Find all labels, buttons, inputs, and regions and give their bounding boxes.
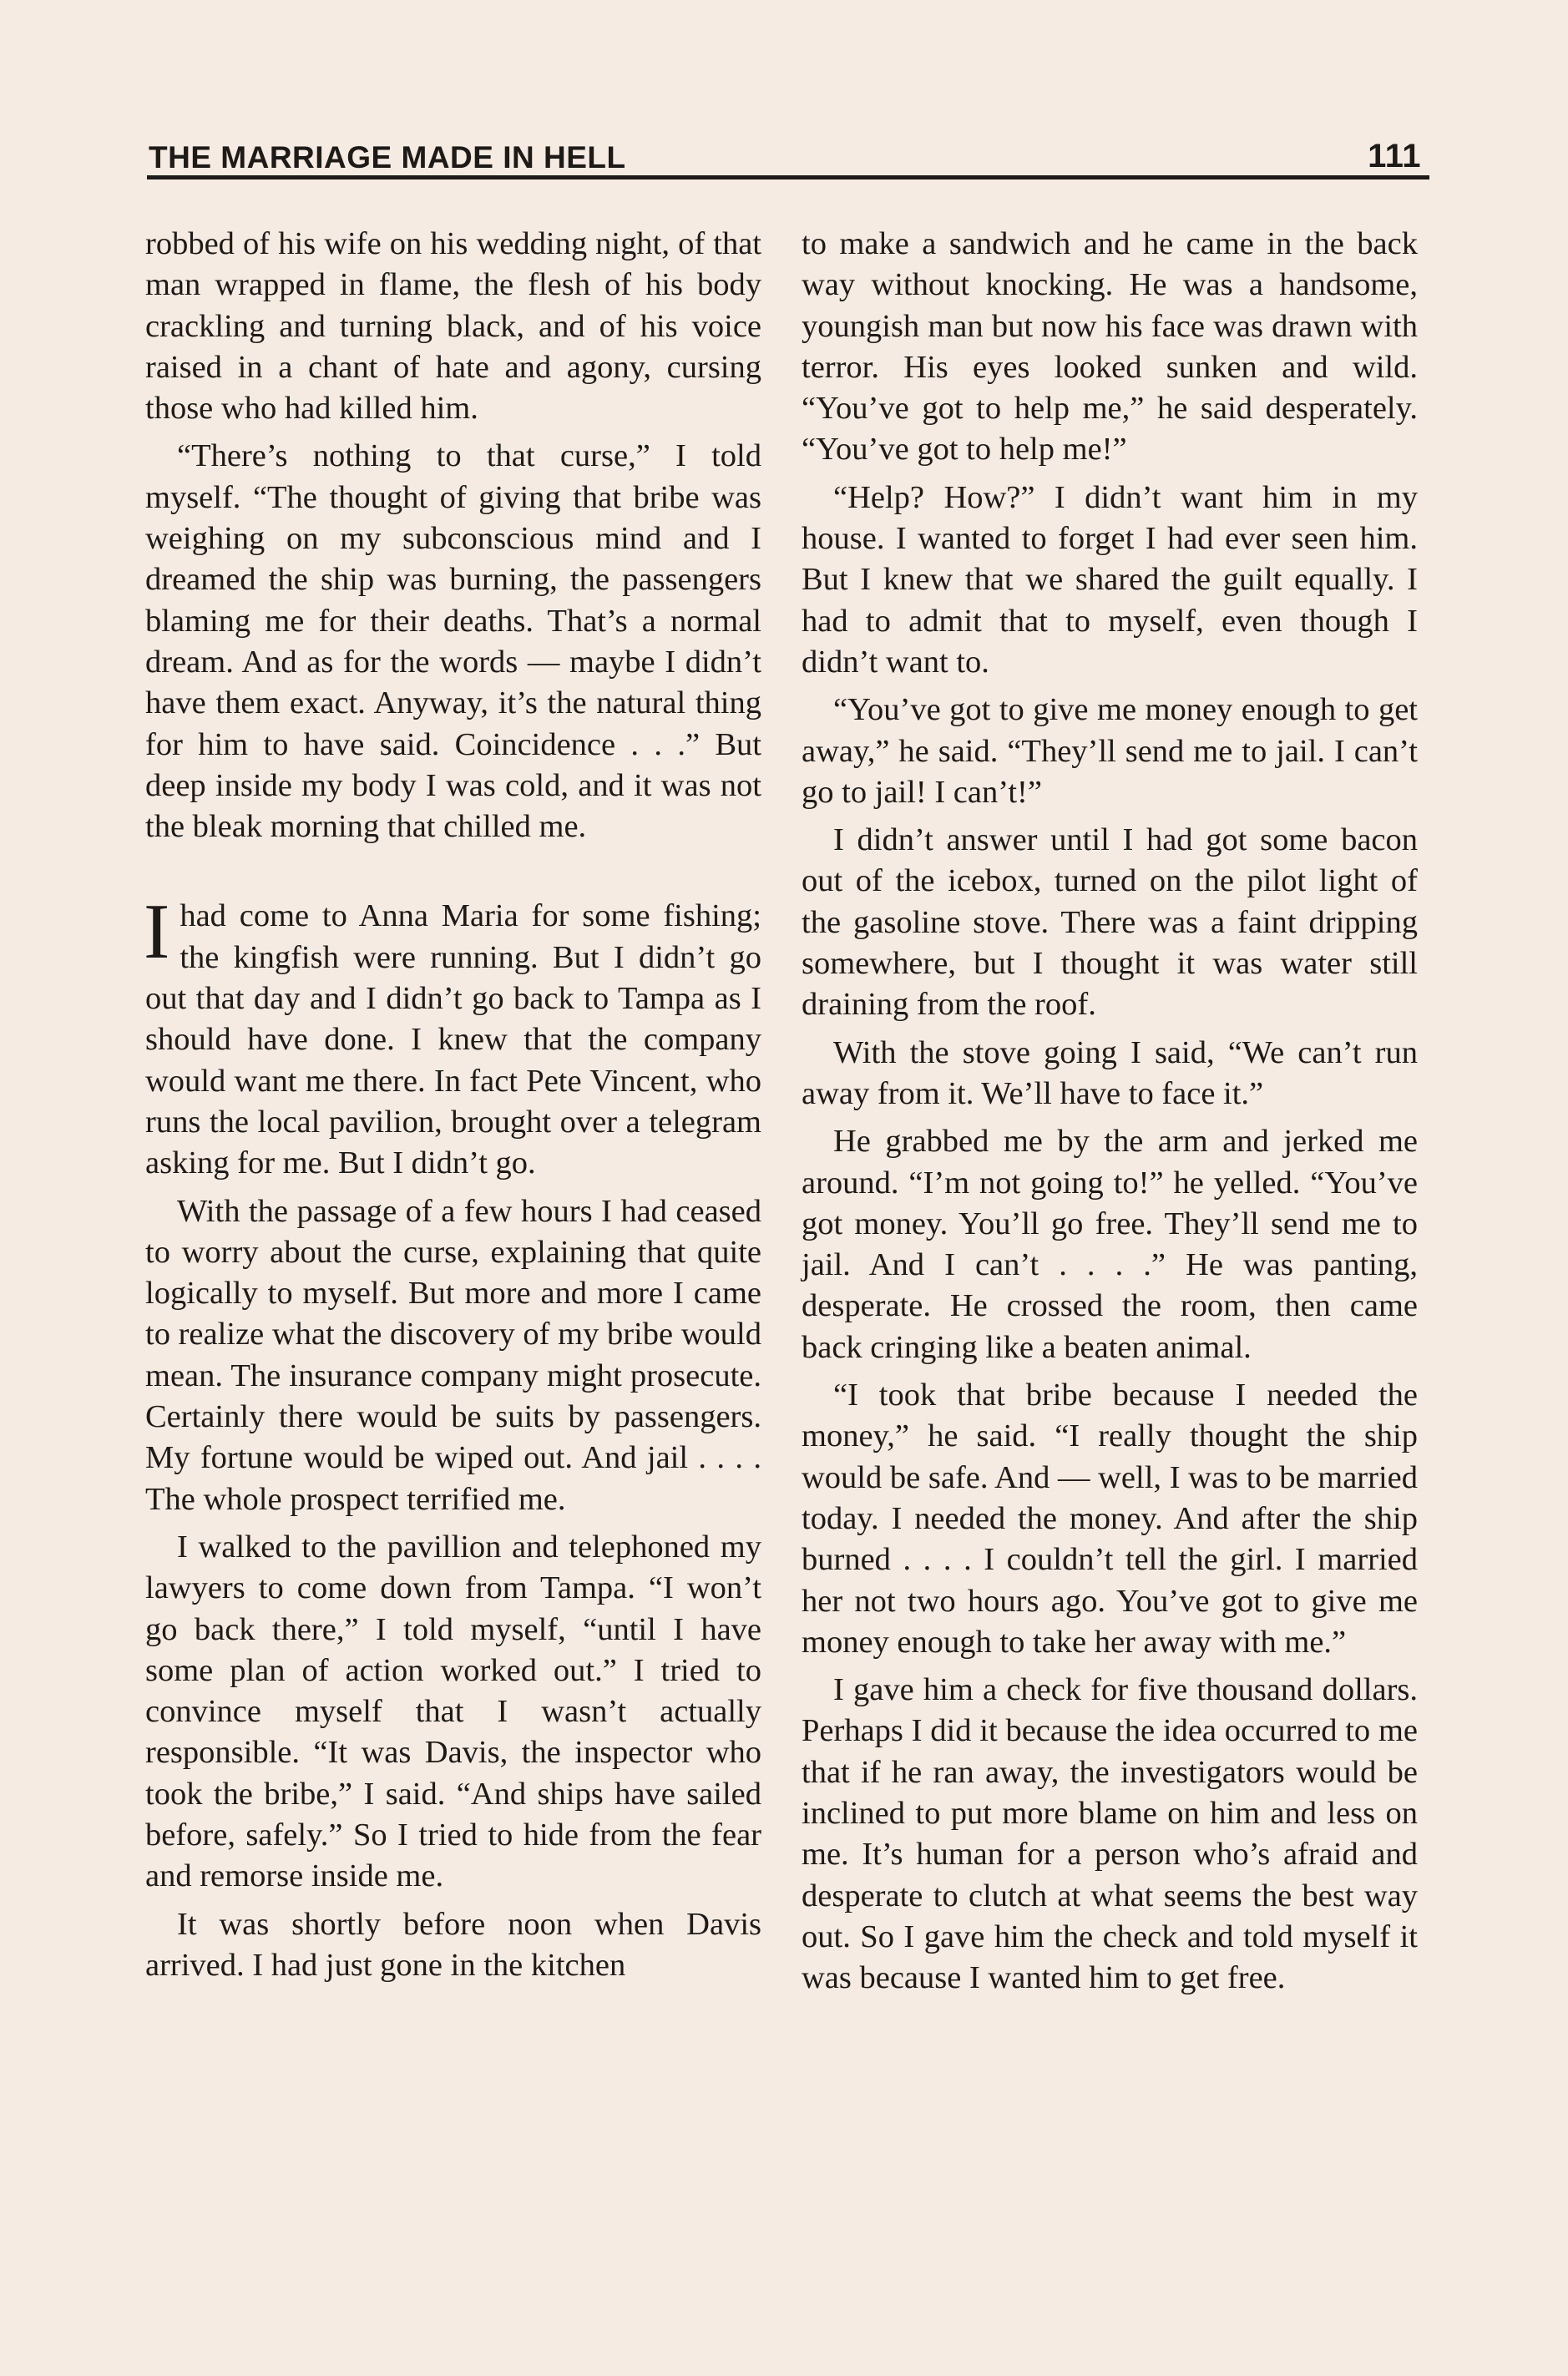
paragraph: I didn’t answer until I had got some bacon out of the icebox, turned on the pilot light of the gasoline stove. There was a faint dripping somewhere, but I thought it was water still draining from the roof.: [802, 822, 1418, 1023]
paragraph: I walked to the pavillion and telephoned my lawyers to come down from Tampa. “I won’t go back there,” I told myself, “until I have some plan of action worked out.” I tried to convince myself that I wasn’t actually responsible. “It was Davis, the inspector who took the bribe,” I said. “And ships have sailed before, safely.” So I tried to hide from the fear and remorse inside me.: [145, 1529, 761, 1894]
running-head: [149, 125, 1426, 175]
paragraph: “I took that bribe because I needed the money,” he said. “I really thought the ship would be safe. And — well, I was to be married today. I needed the money. And after the ship burned . . . . I couldn’t tell the girl. I married her not two hours ago. You’ve got to give me money enough to take her away with me.”: [802, 1378, 1418, 1660]
drop-cap: I: [144, 888, 170, 976]
paragraph-text: had come to Anna Maria for some fishing; the kingfish were running. But I didn’t go out that day and I didn’t go back to Tampa as I should have done. I knew that the company would want me there. In fact Pete Vincent, who runs the local pavilion, brought over a telegram asking for me. But I didn’t go.: [145, 898, 761, 1181]
paragraph: I gave him a check for five thousand dollars. Perhaps I did it because the idea occurred to me that if he ran away, the investigators would be inclined to put more blame on him and less on me. It’s human for a person who’s afraid and desperate to clutch at what seems the best way out. So I gave him the check and told myself it was because I wanted him to get free.: [802, 1672, 1418, 1996]
left-column: [145, 224, 761, 1993]
paragraph: to make a sandwich and he came in the back way without knocking. He was a handsome, youngish man but now his face was drawn with terror. His eyes looked sunken and wild. “You’ve got to help me,” he said desperately. “You’ve got to help me!”: [802, 226, 1418, 468]
section-start-paragraph: [144, 888, 761, 1184]
right-column: [802, 224, 1418, 2005]
paragraph: “You’ve got to give me money enough to get away,” he said. “They’ll send me to jail. I can’t go to jail! I can’t!”: [802, 692, 1418, 810]
paragraph: He grabbed me by the arm and jerked me around. “I’m not going to!” he yelled. “You’ve got money. You’ll go free. They’ll send me to jail. And I can’t . . . .” He was panting, desperate. He crossed the room, then came back cringing like a beaten animal.: [802, 1124, 1418, 1365]
chapter-title: THE MARRIAGE MADE IN HELL: [149, 140, 626, 174]
paragraph: “Help? How?” I didn’t want him in my house. I wanted to forget I had ever seen him. But I knew that we shared the guilt equally. I had to admit that to myself, even though I didn’t want to.: [802, 479, 1418, 680]
paragraph: With the passage of a few hours I had ceased to worry about the curse, explaining that quite logically to myself. But more and more I came to realize what the discovery of my bribe would mean. The insurance company might prosecute. Certainly there would be suits by passengers. My fortune would be wiped out. And jail . . . . The whole prospect terrified me.: [145, 1193, 761, 1517]
paragraph: “There’s nothing to that curse,” I told myself. “The thought of giving that bribe was weighing on my subconscious mind and I dreamed the ship was burning, the passengers blaming me for their deaths. That’s a normal dream. And as for the words — maybe I didn’t have them exact. Anyway, it’s the natural thing for him to have said. Coincidence . . .” But deep inside my body I was cold, and it was not the bleak morning that chilled me.: [145, 438, 761, 845]
paragraph: It was shortly before noon when Davis arrived. I had just gone in the kitchen: [145, 1906, 761, 1983]
header-rule: [147, 175, 1429, 179]
paragraph: With the stove going I said, “We can’t run away from it. We’ll have to face it.”: [802, 1034, 1418, 1111]
paragraph: robbed of his wife on his wedding night, of that man wrapped in flame, the flesh of his body crackling and turning black, and of his voice raised in a chant of hate and agony, cursing those who had killed him.: [145, 226, 761, 427]
page-number: 111: [1368, 138, 1421, 174]
